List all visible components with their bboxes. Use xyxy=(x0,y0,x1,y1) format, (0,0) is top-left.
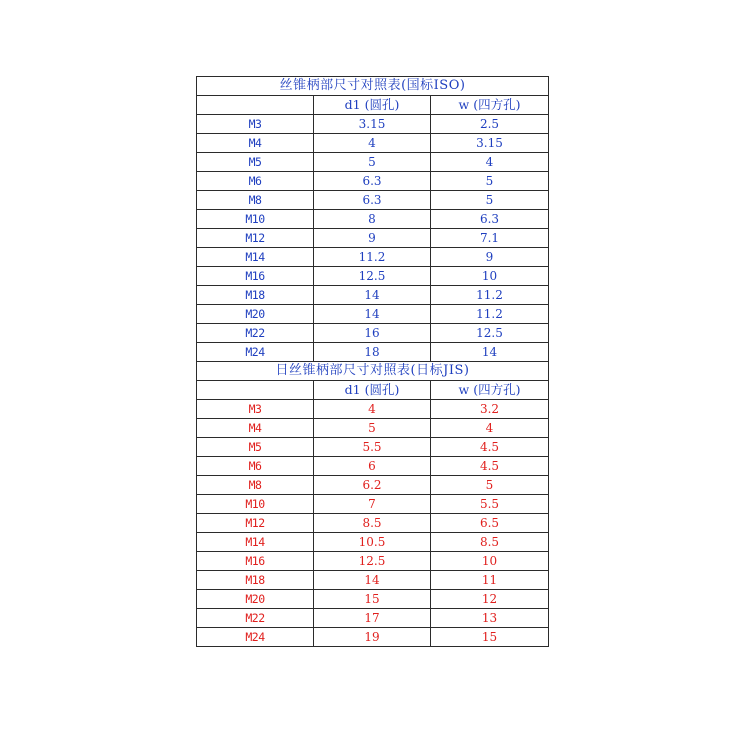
d1-value: 19 xyxy=(314,628,431,647)
table-row xyxy=(197,571,549,590)
size-table xyxy=(196,76,549,647)
d1-value: 4 xyxy=(314,134,431,153)
d1-value: 18 xyxy=(314,343,431,362)
thread-size: M3 xyxy=(197,400,314,419)
table-row xyxy=(197,514,549,533)
iso-header-blank xyxy=(197,96,314,115)
w-value: 11 xyxy=(431,571,549,590)
d1-value: 9 xyxy=(314,229,431,248)
table-row xyxy=(197,457,549,476)
d1-value: 7 xyxy=(314,495,431,514)
w-value: 10 xyxy=(431,267,549,286)
jis-header-d1: d1 (圆孔) xyxy=(314,381,431,400)
d1-value: 8.5 xyxy=(314,514,431,533)
table-row xyxy=(197,305,549,324)
thread-size: M10 xyxy=(197,495,314,514)
w-value: 4 xyxy=(431,153,549,172)
w-value: 8.5 xyxy=(431,533,549,552)
w-value: 2.5 xyxy=(431,115,549,134)
table-row xyxy=(197,229,549,248)
w-value: 5 xyxy=(431,476,549,495)
w-value: 7.1 xyxy=(431,229,549,248)
thread-size: M4 xyxy=(197,134,314,153)
jis-header-blank xyxy=(197,381,314,400)
jis-header-row xyxy=(197,381,549,400)
table-row xyxy=(197,153,549,172)
w-value: 3.15 xyxy=(431,134,549,153)
thread-size: M4 xyxy=(197,419,314,438)
table-row xyxy=(197,134,549,153)
thread-size: M18 xyxy=(197,571,314,590)
w-value: 6.5 xyxy=(431,514,549,533)
table-row xyxy=(197,495,549,514)
thread-size: M3 xyxy=(197,115,314,134)
w-value: 5.5 xyxy=(431,495,549,514)
d1-value: 12.5 xyxy=(314,552,431,571)
table-row xyxy=(197,419,549,438)
thread-size: M20 xyxy=(197,590,314,609)
jis-section xyxy=(197,362,549,647)
w-value: 5 xyxy=(431,191,549,210)
d1-value: 6.2 xyxy=(314,476,431,495)
thread-size: M5 xyxy=(197,438,314,457)
iso-header-w: w (四方孔) xyxy=(431,96,549,115)
w-value: 12 xyxy=(431,590,549,609)
w-value: 15 xyxy=(431,628,549,647)
d1-value: 17 xyxy=(314,609,431,628)
table-row xyxy=(197,476,549,495)
thread-size: M20 xyxy=(197,305,314,324)
table-row xyxy=(197,248,549,267)
w-value: 11.2 xyxy=(431,305,549,324)
table-row xyxy=(197,552,549,571)
w-value: 9 xyxy=(431,248,549,267)
table-row xyxy=(197,210,549,229)
d1-value: 14 xyxy=(314,286,431,305)
table-row xyxy=(197,628,549,647)
thread-size: M6 xyxy=(197,172,314,191)
thread-size: M8 xyxy=(197,191,314,210)
w-value: 4.5 xyxy=(431,457,549,476)
d1-value: 11.2 xyxy=(314,248,431,267)
d1-value: 16 xyxy=(314,324,431,343)
d1-value: 6.3 xyxy=(314,191,431,210)
table-row xyxy=(197,115,549,134)
table-row xyxy=(197,191,549,210)
d1-value: 6.3 xyxy=(314,172,431,191)
d1-value: 8 xyxy=(314,210,431,229)
iso-table-title: 丝锥柄部尺寸对照表(国标ISO) xyxy=(197,77,549,96)
d1-value: 12.5 xyxy=(314,267,431,286)
thread-size: M14 xyxy=(197,248,314,267)
w-value: 13 xyxy=(431,609,549,628)
jis-header-w: w (四方孔) xyxy=(431,381,549,400)
table-row xyxy=(197,172,549,191)
w-value: 11.2 xyxy=(431,286,549,305)
d1-value: 14 xyxy=(314,305,431,324)
d1-value: 3.15 xyxy=(314,115,431,134)
jis-table-title: 日丝锥柄部尺寸对照表(日标JIS) xyxy=(197,362,549,381)
table-row xyxy=(197,267,549,286)
d1-value: 6 xyxy=(314,457,431,476)
iso-header-row xyxy=(197,96,549,115)
w-value: 3.2 xyxy=(431,400,549,419)
thread-size: M8 xyxy=(197,476,314,495)
w-value: 14 xyxy=(431,343,549,362)
table-row xyxy=(197,438,549,457)
table-row xyxy=(197,533,549,552)
d1-value: 10.5 xyxy=(314,533,431,552)
table-row xyxy=(197,590,549,609)
w-value: 6.3 xyxy=(431,210,549,229)
table-row xyxy=(197,400,549,419)
d1-value: 5.5 xyxy=(314,438,431,457)
thread-size: M14 xyxy=(197,533,314,552)
thread-size: M12 xyxy=(197,229,314,248)
d1-value: 15 xyxy=(314,590,431,609)
d1-value: 5 xyxy=(314,419,431,438)
thread-size: M10 xyxy=(197,210,314,229)
w-value: 4.5 xyxy=(431,438,549,457)
thread-size: M22 xyxy=(197,324,314,343)
table-row xyxy=(197,324,549,343)
thread-size: M18 xyxy=(197,286,314,305)
thread-size: M6 xyxy=(197,457,314,476)
w-value: 12.5 xyxy=(431,324,549,343)
thread-size: M22 xyxy=(197,609,314,628)
table-row xyxy=(197,343,549,362)
d1-value: 4 xyxy=(314,400,431,419)
table-row xyxy=(197,609,549,628)
jis-title-row xyxy=(197,362,549,381)
d1-value: 14 xyxy=(314,571,431,590)
thread-size: M24 xyxy=(197,628,314,647)
iso-header-d1: d1 (圆孔) xyxy=(314,96,431,115)
thread-size: M24 xyxy=(197,343,314,362)
w-value: 5 xyxy=(431,172,549,191)
table-row xyxy=(197,286,549,305)
iso-section xyxy=(197,77,549,362)
thread-size: M5 xyxy=(197,153,314,172)
thread-size: M16 xyxy=(197,552,314,571)
w-value: 10 xyxy=(431,552,549,571)
iso-title-row xyxy=(197,77,549,96)
thread-size: M12 xyxy=(197,514,314,533)
tap-shank-size-sheet xyxy=(196,76,548,647)
w-value: 4 xyxy=(431,419,549,438)
thread-size: M16 xyxy=(197,267,314,286)
d1-value: 5 xyxy=(314,153,431,172)
